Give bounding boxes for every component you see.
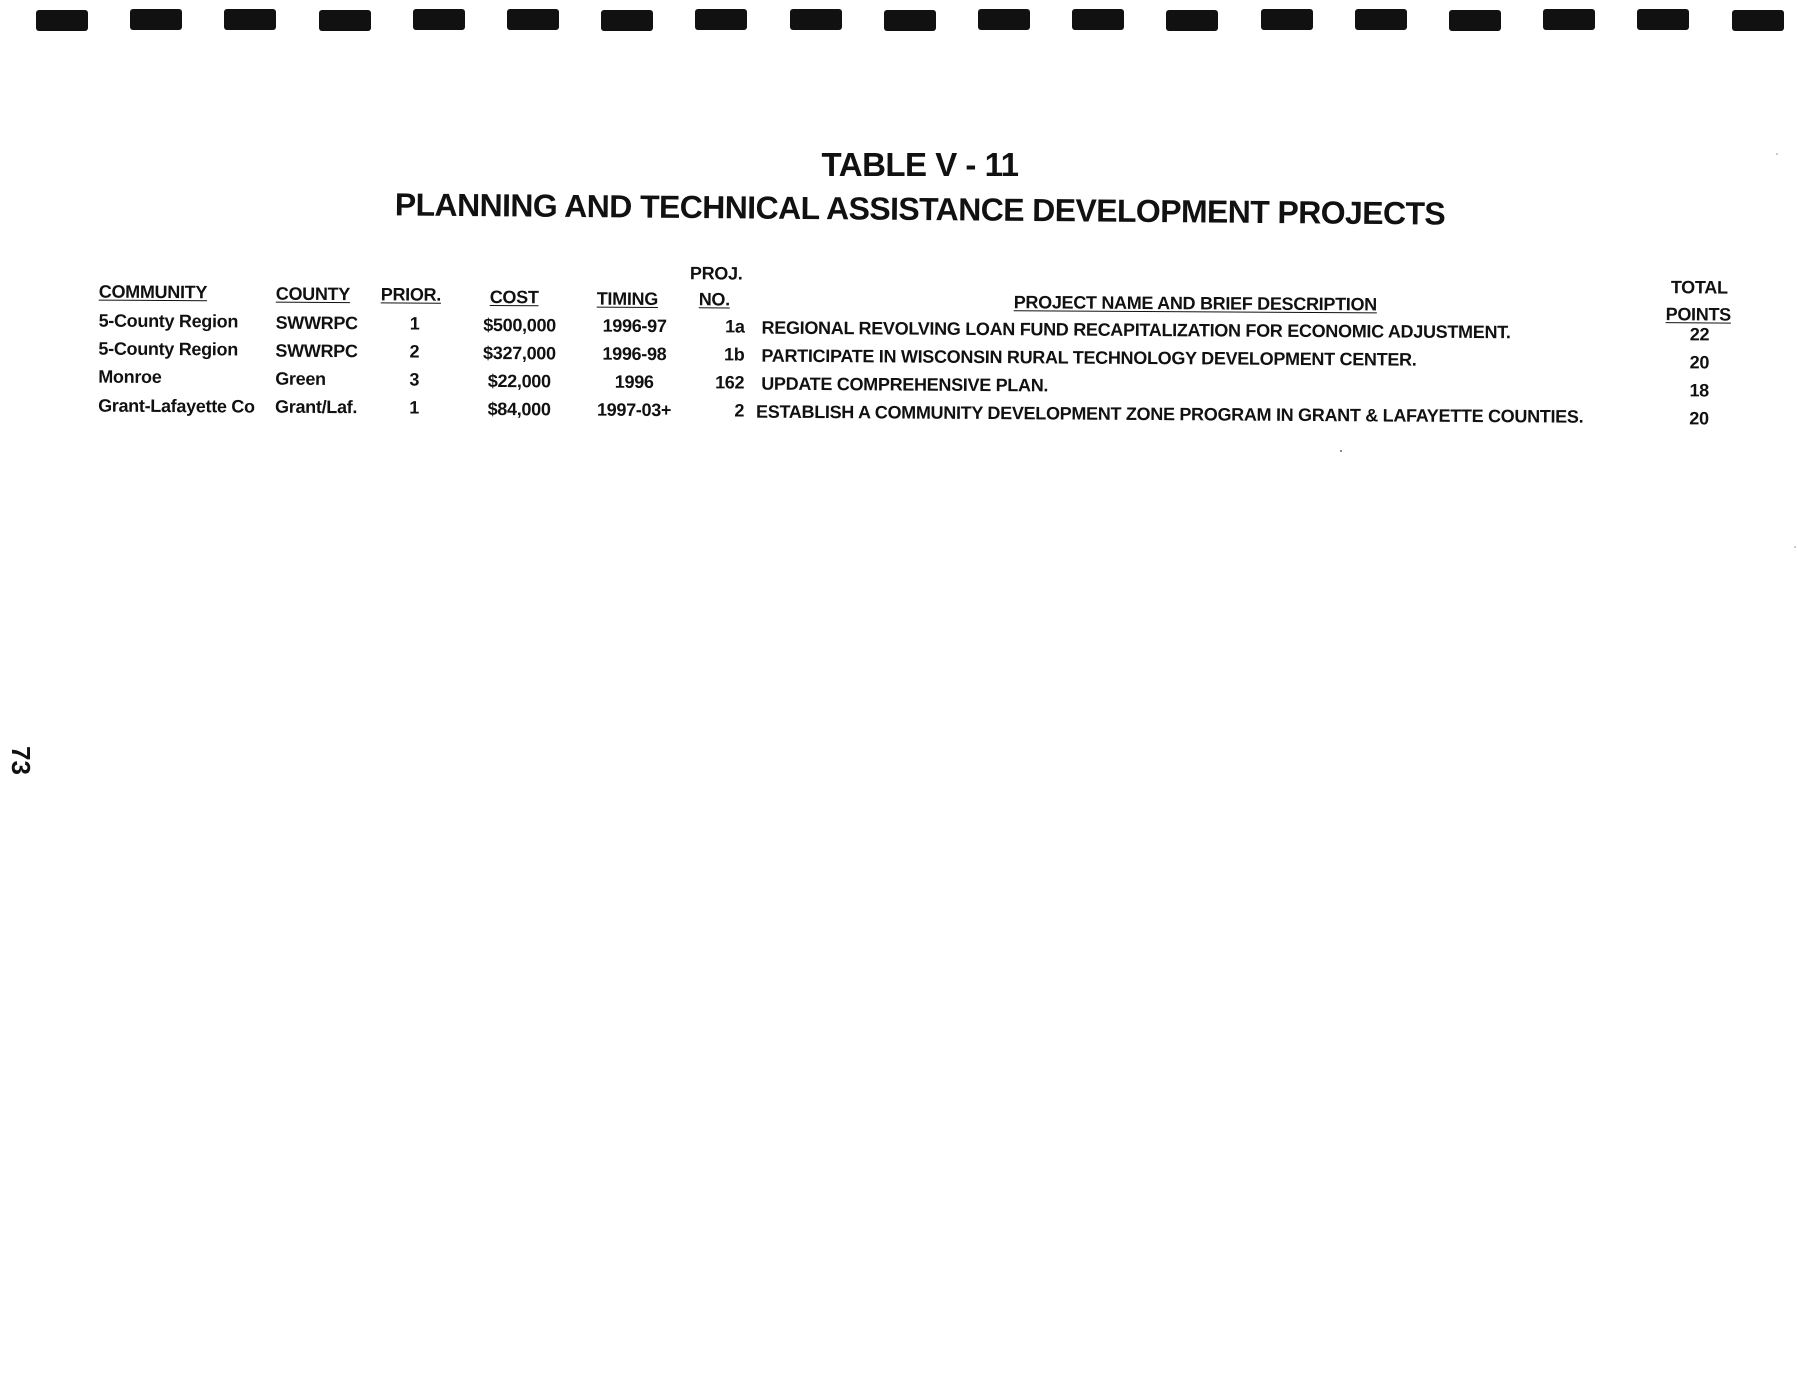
binding-hole <box>319 10 371 31</box>
binding-hole <box>1072 9 1124 30</box>
row-1-proj-no: 1a <box>725 316 745 337</box>
row-4-cost: $84,000 <box>487 398 551 420</box>
binding-hole <box>1261 9 1313 30</box>
table-title: PLANNING AND TECHNICAL ASSISTANCE DEVELOPMENT PROJECTS <box>394 186 1446 232</box>
binding-hole <box>790 9 842 30</box>
binding-hole <box>130 9 182 30</box>
row-3-points: 18 <box>1689 380 1709 401</box>
header-proj-no-top: PROJ. <box>689 263 743 284</box>
binding-strip <box>0 0 1798 40</box>
header-county: COUNTY <box>275 283 351 305</box>
header-description: PROJECT NAME AND BRIEF DESCRIPTION <box>1013 292 1377 315</box>
header-timing: TIMING <box>596 288 659 310</box>
row-3-community: Monroe <box>98 366 162 387</box>
row-3-proj-no: 162 <box>715 372 745 393</box>
row-2-prior: 2 <box>409 341 420 362</box>
row-4-community: Grant-Lafayette Co <box>98 395 255 417</box>
row-1-county: SWWRPC <box>275 312 358 334</box>
row-4-timing: 1997-03+ <box>596 399 672 421</box>
binding-hole <box>1449 10 1501 31</box>
row-2-timing: 1996-98 <box>602 343 667 365</box>
scan-speck <box>1794 546 1796 548</box>
binding-hole <box>1637 9 1689 30</box>
row-1-description: REGIONAL REVOLVING LOAN FUND RECAPITALIZATION FOR ECONOMIC ADJUSTMENT. <box>761 317 1511 343</box>
row-1-timing: 1996-97 <box>602 315 667 337</box>
row-4-points: 20 <box>1689 408 1709 429</box>
row-1-cost: $500,000 <box>483 314 557 336</box>
row-4-description: ESTABLISH A COMMUNITY DEVELOPMENT ZONE PROGRAM IN GRANT & LAFAYETTE COUNTIES. <box>756 401 1584 427</box>
row-2-cost: $327,000 <box>483 342 556 364</box>
binding-hole <box>1355 9 1407 30</box>
row-1-prior: 1 <box>409 313 420 334</box>
row-2-county: SWWRPC <box>275 340 358 362</box>
binding-hole <box>601 10 653 31</box>
row-3-county: Green <box>275 368 326 389</box>
header-cost: COST <box>489 286 539 308</box>
binding-hole <box>413 9 465 30</box>
row-2-proj-no: 1b <box>723 344 745 365</box>
binding-hole <box>1732 10 1784 31</box>
header-total-top: TOTAL <box>1670 277 1728 298</box>
scan-speck <box>1340 450 1342 452</box>
row-2-points: 20 <box>1689 352 1710 373</box>
row-3-timing: 1996 <box>614 371 654 392</box>
table-number: TABLE V - 11 <box>821 146 1019 183</box>
header-total-bottom: POINTS <box>1665 304 1731 325</box>
row-3-prior: 3 <box>409 369 420 390</box>
row-1-community: 5-County Region <box>98 310 239 332</box>
row-4-prior: 1 <box>409 397 420 418</box>
row-2-description: PARTICIPATE IN WISCONSIN RURAL TECHNOLOGY DEVELOPMENT CENTER. <box>761 345 1417 370</box>
header-prior: PRIOR. <box>380 284 442 305</box>
binding-hole <box>1543 9 1595 30</box>
binding-hole <box>1166 10 1218 31</box>
binding-hole <box>695 9 747 30</box>
row-3-cost: $22,000 <box>487 370 551 392</box>
binding-hole <box>884 10 936 31</box>
binding-hole <box>978 9 1030 30</box>
row-1-points: 22 <box>1689 324 1710 345</box>
row-3-description: UPDATE COMPREHENSIVE PLAN. <box>761 373 1049 396</box>
binding-hole <box>224 9 276 30</box>
row-4-proj-no: 2 <box>734 400 745 421</box>
projects-table <box>0 258 1798 469</box>
header-community: COMMUNITY <box>98 281 208 303</box>
binding-hole <box>36 10 88 31</box>
header-proj-no-bottom: NO. <box>698 289 730 310</box>
row-2-community: 5-County Region <box>98 338 239 360</box>
scan-speck <box>1776 153 1778 155</box>
row-4-county: Grant/Laf. <box>275 396 358 418</box>
page-number: 73 <box>6 746 36 775</box>
binding-hole <box>507 9 559 30</box>
